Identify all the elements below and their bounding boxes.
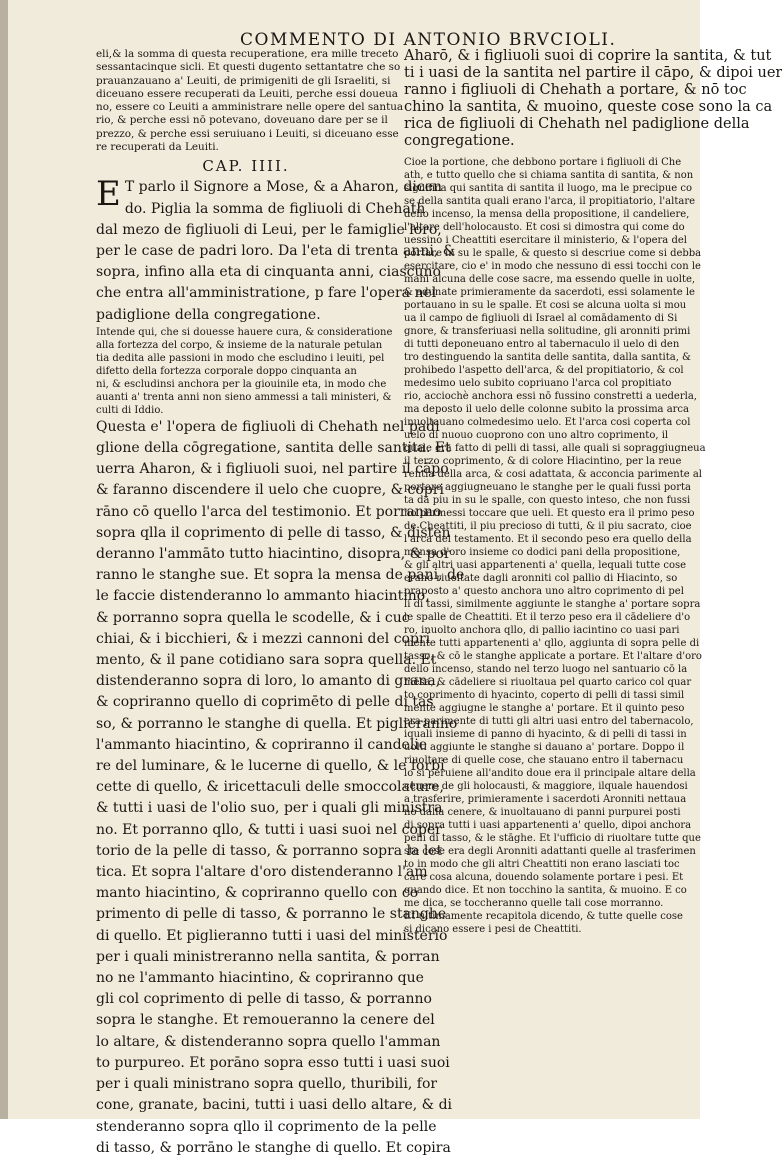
text-line: sopra, infino alla eta di cinquanta anni, ciascuno: [96, 264, 441, 281]
text-line: Questa e' l'opera de figliuoli di Chehath nel padi: [96, 418, 440, 435]
text-line: uessino i Cheattiti esercitare il ministerio, & l'opera del: [404, 235, 687, 246]
text-line: to coprimento di hyacinto, coperto di pelli di tassi simil: [404, 690, 685, 701]
text-line: le faccie distenderanno lo ammanto hiacintino,: [96, 588, 430, 605]
text-line: difetto della fortezza corporale doppo cinquanta an: [96, 365, 357, 377]
left-column: [96, 48, 465, 1159]
text-line: iquali insieme di panno di hyacinto, & di pelli di tassi in: [404, 729, 687, 740]
text-line: & faranno discendere il uelo che cuopre, & copri: [96, 482, 444, 499]
text-line: le spalle de Cheattiti. Et il terzo peso era il cādeliere d'o: [404, 612, 691, 623]
text-line: medesimo uelo subito copriuano l'arca col propitiato: [404, 378, 672, 389]
text-line: T parlo il Signore a Mose, & a Aharon, dicen: [124, 179, 443, 196]
text-line: portare in su le spalle, & questo si descriue come si debba: [404, 248, 702, 259]
text-line: dal mezo de figliuoli di Leui, per le famiglie loro,: [96, 221, 442, 238]
text-line: prohibedo l'aspetto dell'arca, & del propitiatorio, & col: [404, 365, 684, 376]
text-line: lo altare, & distenderanno sopra quello l'amman: [96, 1033, 441, 1050]
text-line: to purpureo. Et porāno sopra esso tutti i uasi suoi: [96, 1054, 450, 1071]
text-line: ste cose era degli Aronniti adattanti quelle al trasferimen: [404, 846, 696, 857]
chapter-opening-paragraph: [96, 174, 456, 325]
left-intro-paragraph: [96, 48, 404, 154]
text-line: & tutti i uasi de l'olio suo, per i quali gli ministra: [96, 800, 443, 817]
text-line: di quello. Et piglieranno tutti i uasi del ministerio: [96, 927, 448, 944]
text-line: mente aggiugne le stanghe a' portare. Et il quinto peso: [404, 703, 685, 714]
text-line: congregatione.: [404, 133, 515, 149]
text-line: ranno le stanghe sue. Et sopra la mensa de pani, de: [96, 567, 465, 584]
text-line: & porranno sopra quella le scodelle, & i cuc: [96, 609, 410, 626]
text-line: di tasso, & porrāno le stanghe di quello. Et copira: [96, 1139, 451, 1156]
text-line: rica de figliuoli di Chehath nel padiglione della: [404, 116, 750, 132]
text-line: to in modo che gli altri Cheattiti non erano lasciati toc: [404, 859, 680, 870]
text-line: ath, e tutto quello che si chiama santita di santita, & non: [404, 170, 694, 181]
text-line: ro, inuolto anchora qllo, di pallio iacintino co uasi pari: [404, 625, 680, 636]
text-line: portare aggiugneuano le stanghe per le quali fussi porta: [404, 482, 691, 493]
text-line: no. Et porranno qllo, & tutti i uasi suoi nel coper: [96, 821, 442, 838]
text-line: ni, & escludinsi anchora per la giouinile eta, in modo che: [96, 378, 387, 390]
text-line: ma deposto il uelo delle colonne subito la prossima arca: [404, 404, 689, 415]
text-line: tro destinguendo la santita delle santita, dalla santita, &: [404, 352, 691, 363]
text-line: gli col coprimento di pelle di tasso, & porranno: [96, 991, 432, 1008]
text-line: uelo di nuouo cuoprono con uno altro coprimento, il: [404, 430, 669, 441]
text-line: no ne l'ammanto hiacintino, & copriranno que: [96, 970, 424, 987]
text-line: uerra Aharon, & i figliuoli suoi, nel partire il cāpo: [96, 461, 449, 478]
text-line: padiglione della congregatione.: [96, 306, 321, 323]
chapter-opening-text: [96, 174, 456, 325]
text-line: li di tassi, similmente aggiunte le stanghe a' portare sopra: [404, 599, 701, 610]
text-line: deranno l'ammāto tutto hiacintino, disopra, & por: [96, 546, 451, 563]
text-line: quando dice. Et non tocchino la santita, & muoino. E co: [404, 885, 687, 896]
text-line: re recuperati da Leuiti.: [96, 141, 219, 154]
text-line: chiai, & i bicchieri, & i mezzi cannoni del copri: [96, 630, 431, 647]
text-line: torio de la pelle di tasso, & porranno sopra la let: [96, 842, 443, 859]
text-line: Aharō, & i figliuoli suoi di coprire la santita, & tut: [404, 48, 772, 64]
text-line: rentia della arca, & cosi adattata, & acconcia parimente al: [404, 469, 702, 480]
text-line: chino la santita, & muoino, queste cose sono la ca: [404, 99, 773, 115]
text-line: mensa d'oro insieme co dodici pani della propositione,: [404, 547, 681, 558]
text-line: no dalla cenere, & inuoltauano di panni purpurei posti: [404, 807, 681, 818]
text-line: cette di quello, & iricettaculi delle smoccolature,: [96, 779, 444, 796]
text-line: pelli di tasso, & le stāghe. Et l'ufficio di riuoltare tutte que: [404, 833, 701, 844]
text-line: care cosa alcuna, douendo solamente portare i pesi. Et: [404, 872, 684, 883]
right-commentary-paragraph: [404, 156, 706, 936]
drop-cap: E: [96, 174, 121, 215]
text-line: per i quali ministrano sopra quello, thuribili, for: [96, 1076, 438, 1093]
text-line: a trasferire, primieramente i sacerdoti Aronniti nettaua: [404, 794, 687, 805]
text-line: tasso, & cō le stanghe applicate a portare. Et l'altare d'oro: [404, 651, 702, 662]
text-line: tia dedita alle passioni in modo che escludino i leuiti, pel: [96, 352, 385, 364]
text-line: mento, & il pane cotidiano sara sopra quella. Et: [96, 652, 437, 669]
text-line: il terzo coprimento, & di colore Hiacintino, per la reue: [404, 456, 682, 467]
text-line: cone, granate, bacini, tutti i uasi dello altare, & di: [96, 1097, 453, 1114]
text-line: quale era fatto di pelli di tassi, alle quali si sopraggiugneua: [404, 443, 706, 454]
text-line: uolti aggiunte le stanghe si dauano a' portare. Doppo il: [404, 742, 685, 753]
text-line: Cioe la portione, che debbono portare i figliuoli di Che: [404, 157, 682, 168]
text-line: sessantacinque sicli. Et questi dugento settantatre che so: [96, 61, 401, 74]
text-line: culti di Iddio.: [96, 404, 164, 416]
text-line: rāno cō quello l'arca del testimonio. Et porranno: [96, 503, 442, 520]
text-line: manto hiacintino, & copriranno quello con co: [96, 885, 419, 902]
text-line: tica. Et sopra l'altare d'oro distenderanno l'am: [96, 864, 428, 881]
text-line: di tutti deponeuano entro al tabernaculo il uelo di den: [404, 339, 680, 350]
text-line: eli,& la somma di questa recuperatione, era mille treceto: [96, 48, 399, 60]
text-line: no, essere co Leuiti a amministrare nelle opere del santua: [96, 101, 404, 114]
text-line: portauano in su le spalle. Et cosi se alcuna uolta si mou: [404, 300, 687, 311]
text-line: gnore, & transferiuasi nella solitudine, gli aronniti primi: [404, 326, 691, 337]
text-line: cenere de gli holocausti, & maggiore, ilquale hauendosi: [404, 781, 688, 792]
text-line: era parimente di tutti gli altri uasi entro del tabernacolo,: [404, 716, 694, 727]
text-line: glione della cōgregatione, santita delle santita. Et: [96, 440, 451, 456]
text-line: prauanzauano a' Leuiti, de primigeniti de gli Israeliti, si: [96, 74, 391, 87]
text-line: rio, & perche essi nō potevano, doveuano dare per se il: [96, 114, 388, 127]
text-line: rio, acciochè anchora essi nō fussino constretti a uederla,: [404, 391, 697, 402]
text-line: se della santita quali erano l'arca, il propitiatorio, l'altare: [404, 196, 696, 207]
text-line: per i quali ministreranno nella santita, & porran: [96, 948, 440, 965]
text-line: esercitare, cio e' in modo che nessuno di essi tocchi con le: [404, 261, 701, 272]
running-header: COMMENTO DI ANTONIO BRVCIOLI.: [240, 30, 617, 50]
text-line: mani alcuna delle cose sacre, ma essendo quelle in uolte,: [404, 274, 696, 285]
text-line: dello incenso, la mensa della propositione, il candeliere,: [404, 209, 690, 220]
text-line: Intende qui, che si douesse hauere cura, & consideratione: [96, 326, 393, 338]
text-line: distenderanno sopra di loro, lo amanto di grana,: [96, 673, 441, 690]
text-line: no permessi toccare que ueli. Et questo era il primo peso: [404, 508, 695, 519]
text-line: significa qui santita di santita il luogo, ma le precipue co: [404, 183, 692, 194]
right-column: [404, 48, 782, 936]
text-line: ta da piu in su le spalle, con questo inteso, che non fussi: [404, 495, 691, 506]
text-line: alla fortezza del corpo, & insieme de la naturale petulan: [96, 339, 383, 351]
text-line: per le case de padri loro. Da l'eta di trenta anni, &: [96, 242, 456, 259]
right-body-paragraph: [404, 48, 782, 150]
text-line: re del luminare, & le lucerne di quello, & le forbi: [96, 758, 445, 775]
text-line: l'arca del testamento. Et il secondo peso era quello della: [404, 534, 692, 545]
text-line: l'ammanto hiacintino, & copriranno il candelie: [96, 736, 428, 753]
text-line: riuoltare di quelle cose, che stauano entro il tabernacu: [404, 755, 684, 766]
text-line: sopra qlla il coprimento di pelle di tasso, & disten: [96, 524, 451, 541]
text-line: & adunate primieramente da sacerdoti, essi solamente le: [404, 287, 695, 298]
text-line: inuoltauano colmedesimo uelo. Et l'arca cosi coperta col: [404, 417, 691, 428]
text-line: ua il campo de figliuoli di Israel al comādamento di Si: [404, 313, 678, 324]
text-line: & gli altri uasi appartenenti a' quella, lequali tutte cose: [404, 560, 687, 571]
text-line: diceuano essere recuperati da Leuiti, perche essi doueua: [96, 87, 398, 100]
text-line: l'altare dell'holocausto. Et cosi si dimostra qui come do: [404, 222, 685, 233]
text-line: stenderanno sopra qllo il coprimento de la pelle: [96, 1118, 437, 1135]
text-line: praposto a' questo anchora uno altro coprimento di pel: [404, 586, 684, 597]
page-gutter: [0, 0, 8, 1119]
text-line: de Cheattiti, il piu precioso di tutti, & il piu sacrato, cioe: [404, 521, 692, 532]
text-line: erano riuoltate dagli aronniti col pallio di Hiacinto, so: [404, 573, 678, 584]
left-body-paragraph: [96, 417, 465, 1159]
text-line: mēsa, & cādeliere si riuoltaua pel quarto carico col quar: [404, 677, 692, 688]
text-line: ti i uasi de la santita nel partire il cāpo, & dipoi uer: [404, 65, 782, 81]
text-line: dello incenso, stando nel terzo luogo nel santuario cō la: [404, 664, 688, 675]
text-line: primento di pelle di tasso, & porranno le stanghe: [96, 906, 447, 923]
text-line: sopra le stanghe. Et remoueranno la cenere del: [96, 1012, 435, 1029]
text-line: & copriranno quello di coprimēto di pelle di tas: [96, 694, 434, 711]
text-line: di sopra tutti i uasi appartenenti a' quello, dipoi anchora: [404, 820, 692, 831]
left-commentary-paragraph: [96, 326, 396, 417]
text-line: me dica, se toccheranno quelle tali cose morranno.: [404, 898, 664, 909]
text-line: mente tutti appartenenti a' qllo, aggiunta di sopra pelle di: [404, 638, 700, 649]
text-line: prezzo, & perche essi seruiuano i Leuiti, si diceuano esse: [96, 127, 399, 140]
text-line: ranno i figliuoli di Chehath a portare, & nō toc: [404, 82, 747, 98]
text-line: Et ultimamente recapitola dicendo, & tutte quelle cose: [404, 911, 683, 922]
text-line: so, & porranno le stanghe di quella. Et piglieranno: [96, 715, 458, 732]
chapter-heading: CAP. IIII.: [202, 157, 290, 176]
text-line: si dicano essere i pesi de Cheattiti.: [404, 924, 582, 935]
text-line: lo si peruiene all'andito doue era il principale altare della: [404, 768, 696, 779]
text-line: do. Piglia la somma de figliuoli di Chehath: [124, 200, 426, 217]
text-line: che entra all'amministratione, p fare l'opera nel: [96, 285, 437, 302]
text-line: auanti a' trenta anni non sieno ammessi a tali ministeri, &: [96, 391, 392, 403]
